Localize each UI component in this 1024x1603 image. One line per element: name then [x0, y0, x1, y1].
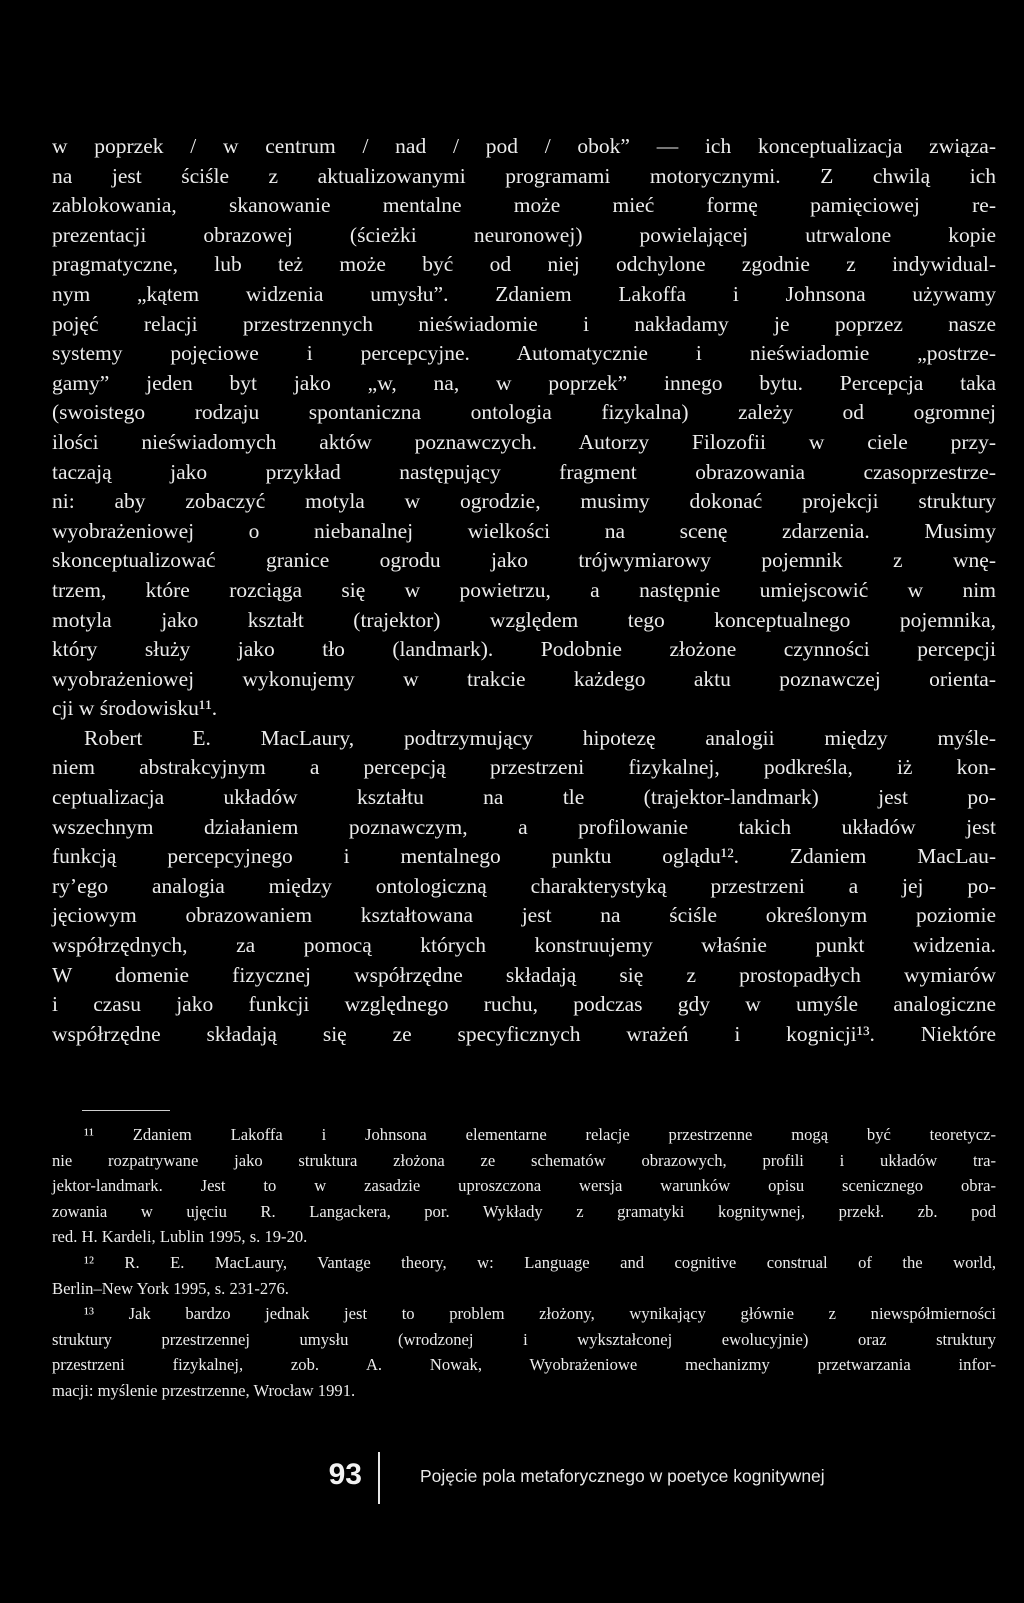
footnote-line: Berlin–New York 1995, s. 231-276.	[52, 1278, 289, 1298]
body-line: ry’ego analogia między ontologiczną charakterystyką przestrzeni a jej po-	[52, 873, 996, 898]
page-number: 93	[328, 1458, 362, 1491]
body-line: cji w środowisku¹¹.	[52, 696, 218, 721]
body-line: niem abstrakcyjnym a percepcją przestrzeni fizykalnej, podkreśla, iż kon-	[52, 755, 996, 780]
footnote-line: zowania w ujęciu R. Langackera, por. Wykłady z gramatyki kognitywnej, przekł. zb. pod	[52, 1201, 996, 1221]
footnote-line: ¹¹ Zdaniem Lakoffa i Johnsona elementarne relacje przestrzenne mogą być teoretycz-	[84, 1125, 996, 1144]
body-line: wyobrażeniowej o niebanalnej wielkości na scenę zdarzenia. Musimy	[52, 518, 996, 543]
body-line: na jest ściśle z aktualizowanymi programami motorycznymi. Z chwilą ich	[52, 163, 996, 188]
body-line: nym „kątem widzenia umysłu”. Zdaniem Lakoffa i Johnsona używamy	[52, 281, 996, 306]
footer-divider	[378, 1452, 380, 1504]
footnote-line: macji: myślenie przestrzenne, Wrocław 1991.	[52, 1380, 356, 1400]
footnote-line: nie rozpatrywane jako struktura złożona ze schematów obrazowych, profili i układów tra-	[52, 1150, 996, 1170]
footnotes	[52, 1122, 996, 1404]
footnote-line: red. H. Kardeli, Lublin 1995, s. 19-20.	[52, 1227, 308, 1247]
body-line: motyla jako kształt (trajektor) względem tego konceptualnego pojemnika,	[52, 607, 996, 632]
footnote-line: jektor-landmark. Jest to w zasadzie uproszczona wersja warunków opisu scenicznego obra-	[52, 1176, 996, 1196]
footnote-line: ¹³ Jak bardzo jednak jest to problem złożony, wynikający głównie z niewspółmierności	[84, 1304, 996, 1324]
footnote-line: ¹² R. E. MacLaury, Vantage theory, w: Language and cognitive construal of the world,	[84, 1252, 996, 1272]
body-line: współrzędnych, za pomocą których konstruujemy właśnie punkt widzenia.	[52, 933, 996, 958]
body-line: (swoistego rodzaju spontaniczna ontologia fizykalna) zależy od ogromnej	[52, 400, 996, 425]
footnote-line: struktury przestrzennej umysłu (wrodzonej i wykształconej ewolucyjnie) oraz struktury	[52, 1329, 996, 1349]
body-line: pragmatyczne, lub też może być od niej odchylone zgodnie z indywidual-	[52, 252, 996, 277]
body-text	[52, 132, 996, 1049]
body-line: W domenie fizycznej współrzędne składają się z prostopadłych wymiarów	[52, 962, 996, 987]
body-line: zablokowania, skanowanie mentalne może mieć formę pamięciowej re-	[52, 193, 996, 218]
body-line: funkcją percepcyjnego i mentalnego punktu oglądu¹². Zdaniem MacLau-	[52, 844, 996, 869]
body-line: wyobrażeniowej wykonujemy w trakcie każdego aktu poznawczej orienta-	[52, 666, 996, 691]
footnote-divider	[82, 1110, 170, 1111]
body-line: pojęć relacji przestrzennych nieświadomie i nakładamy je poprzez nasze	[52, 311, 996, 336]
body-line: ni: aby zobaczyć motyla w ogrodzie, musimy dokonać projekcji struktury	[52, 489, 996, 514]
body-line: jęciowym obrazowaniem kształtowana jest na ściśle określonym poziomie	[52, 903, 996, 928]
body-line: ilości nieświadomych aktów poznawczych. Autorzy Filozofii w ciele przy-	[52, 429, 996, 454]
body-line: Robert E. MacLaury, podtrzymujący hipotezę analogii między myśle-	[84, 725, 996, 750]
body-line: w poprzek / w centrum / nad / pod / obok” — ich konceptualizacja związa-	[52, 134, 996, 158]
body-line: systemy pojęciowe i percepcyjne. Automatycznie i nieświadomie „postrze-	[52, 341, 996, 366]
body-line: gamy” jeden byt jako „w, na, w poprzek” innego bytu. Percepcja taka	[52, 370, 996, 395]
body-line: skonceptualizować granice ogrodu jako trójwymiarowy pojemnik z wnę-	[52, 548, 996, 573]
body-line: ceptualizacja układów kształtu na tle (trajektor-landmark) jest po-	[52, 785, 996, 810]
body-line: trzem, które rozciąga się w powietrzu, a następnie umiejscowić w nim	[52, 577, 996, 602]
body-line: wszechnym działaniem poznawczym, a profilowanie takich układów jest	[52, 814, 996, 839]
running-title: Pojęcie pola metaforycznego w poetyce kognitywnej	[420, 1466, 825, 1486]
body-line: i czasu jako funkcji względnego ruchu, podczas gdy w umyśle analogiczne	[52, 992, 996, 1017]
body-line: który służy jako tło (landmark). Podobnie złożone czynności percepcji	[52, 637, 996, 662]
body-line: prezentacji obrazowej (ścieżki neuronowej) powielającej utrwalone kopie	[52, 222, 996, 247]
body-line: taczają jako przykład następujący fragment obrazowania czasoprzestrze-	[52, 459, 996, 484]
page-footer	[0, 1452, 1024, 1512]
body-line: współrzędne składają się ze specyficznych wrażeń i kognicji¹³. Niektóre	[52, 1021, 996, 1046]
footnote-line: przestrzeni fizykalnej, zob. A. Nowak, Wyobrażeniowe mechanizmy przetwarzania infor-	[52, 1355, 996, 1375]
